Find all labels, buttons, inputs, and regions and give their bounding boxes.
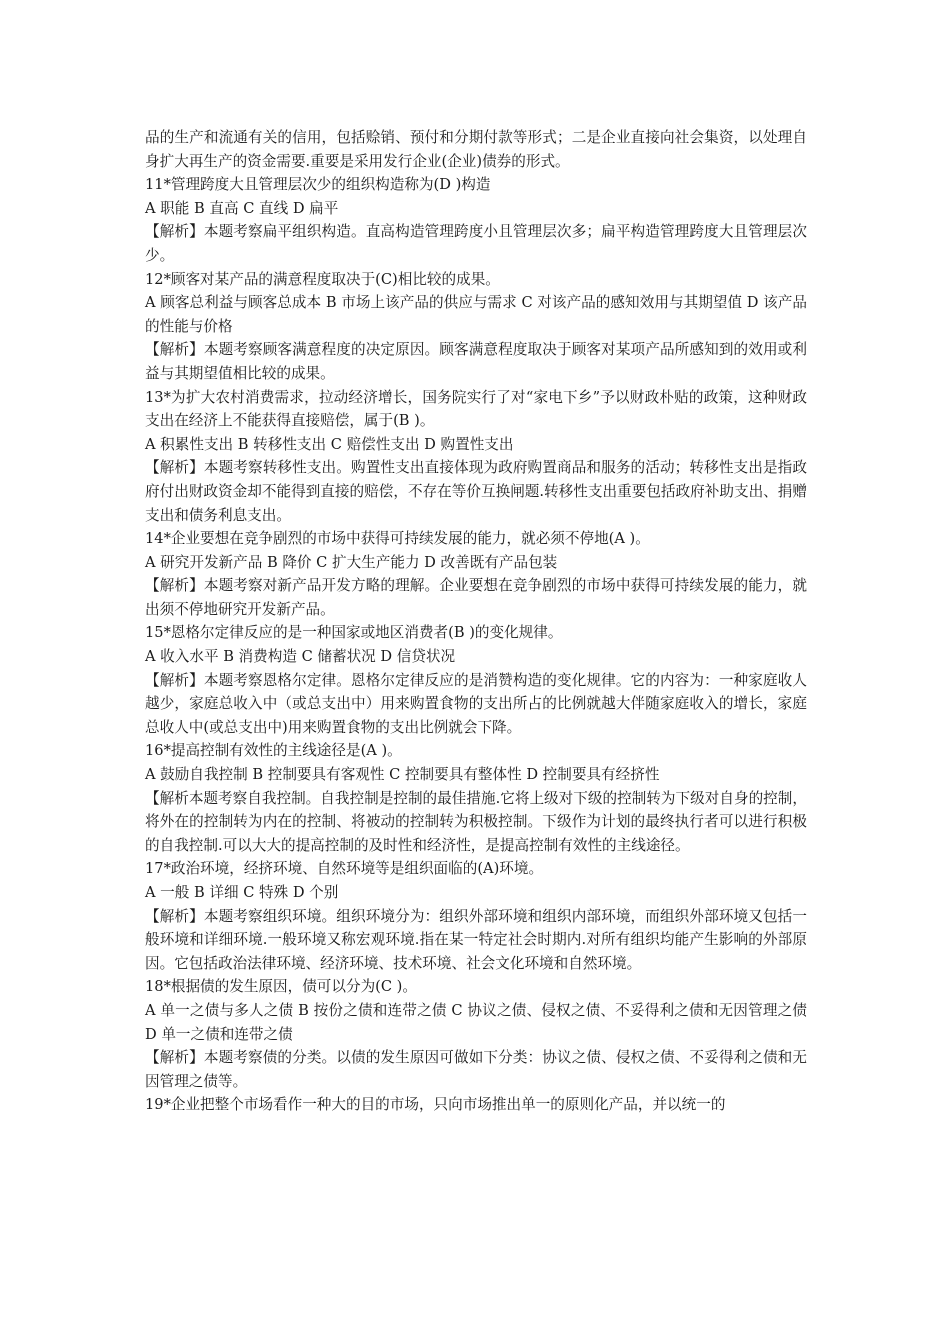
options-13: A 积累性支出 B 转移性支出 C 赔偿性支出 D 购置性支出	[145, 435, 514, 453]
options-11: A 职能 B 直高 C 直线 D 扁平	[145, 199, 339, 217]
analysis-18: 【解析】本题考察债的分类。以债的发生原因可做如下分类：协议之债、侵权之债、不妥得利之债和无因管理之债等。	[145, 1049, 807, 1090]
options-16: A 鼓励自我控制 B 控制要具有客观性 C 控制要具有整体性 D 控制要具有经挤性	[145, 766, 660, 784]
options-17: A 一般 B 详细 C 特殊 D 个别	[145, 884, 339, 901]
question-17: 17*政治环境，经挤环境、自然环境等是组织面临的(A)环境。	[145, 860, 544, 878]
options-14: A 研究开发新产品 B 降价 C 扩大生产能力 D 改善既有产品包装	[145, 553, 558, 571]
question-15: 15*恩格尔定律反应的是一种国家或地区消费者(B )的变化规律。	[145, 624, 563, 642]
analysis-14: 【解析】本题考察对新产品开发方略的理解。企业要想在竞争剧烈的市场中获得可持续发展的能力，就出须不停地研究开发新产品。	[145, 577, 807, 618]
analysis-13: 【解析】本题考察转移性支出。购置性支出直接体现为政府购置商品和服务的活动；转移性支出是指政府付出财政资金却不能得到直接的赔偿，不存在等价互换闸题.转移性支出重要包括政府补助支出、捐赠支出和债务利息支出。	[145, 459, 807, 524]
analysis-16: 【解析本题考察自我控制。自我控制是控制的最佳措施.它将上级对下级的控制转为下级对自身的控制，将外在的控制转为内在的控制、将被动的控制转为积极控制。下级作为计划的最终执行者可以进行积极的自我控制.可以大大的提高控制的及时性和经济性，是提高控制有效性的主线途径。	[145, 789, 807, 854]
options-15: A 收入水平 B 消费构造 C 储蓄状况 D 信贷状况	[145, 648, 456, 666]
document-body	[145, 126, 807, 1117]
analysis-15: 【解析】本题考察恩格尔定律。恩格尔定律反应的是消赞构造的变化规律。它的内容为：一种家庭收人越少，家庭总收入中（或总支出中）用来购置食物的支出所占的比例就越大伴随家庭收入的增长，家庭总收人中(或总支出中)用来购置食物的支出比例就会下降。	[145, 671, 807, 736]
question-14: 14*企业要想在竞争剧烈的市场中获得可持续发展的能力，就必须不停地(A )。	[145, 530, 650, 548]
question-18: 18*根据债的发生原因，债可以分为(C )。	[145, 978, 417, 996]
question-11: 11*管理跨度大且管理层次少的组织构造称为(D )构造	[145, 176, 491, 194]
options-18: A 单一之债与多人之债 B 按份之债和连带之债 C 协议之债、侵权之债、不妥得利之债和无因管理之债 D 单一之债和连带之债	[145, 1001, 807, 1043]
paragraph-1: 品的生产和流通有关的信用，包括赊销、预付和分期付款等形式；二是企业直接向社会集资，以处理自身扩大再生产的资金需要.重要是采用发行企业(企业)债券的形式。	[145, 129, 807, 170]
question-19: 19*企业把整个市场看作一种大的目的市场，只向市场推出单一的原则化产品，并以统一的	[145, 1096, 726, 1114]
question-13: 13*为扩大农村消费需求，拉动经济增长，国务院实行了对“家电下乡”予以财政朴贴的政策，这种财政支出在经济上不能获得直接赔偿，属于(B )。	[145, 388, 807, 430]
question-12: 12*顾客对某产品的满意程度取决于(C)相比较的成果。	[145, 270, 500, 288]
analysis-17: 【解析】本题考察组织环境。组织环境分为：组织外部环境和组织内部环境，而组织外部环境又包括一般环境和详细环境.一般环境又称宏观环境.指在某一特定社会时期内.对所有组织均能产生影响的外部原因。它包括政治法律环境、经济环境、技术环境、社会文化环境和自然环境。	[145, 907, 807, 972]
options-12: A 顾客总利益与顾客总成本 B 市场上该产品的供应与需求 C 对该产品的感知效用与其期望值 D 该产品的性能与价格	[145, 294, 807, 335]
analysis-11: 【解析】本题考察扁平组织构造。直高构造管理跨度小且管理层次多；扁平构造管理跨度大且管理层次少。	[145, 223, 807, 264]
analysis-12: 【解析】本题考察顾客满意程度的决定原因。顾客满意程度取决于顾客对某项产品所感知到的效用或利益与其期望值相比较的成果。	[145, 341, 807, 382]
question-16: 16*提高控制有效性的主线途径是(A )。	[145, 742, 402, 760]
